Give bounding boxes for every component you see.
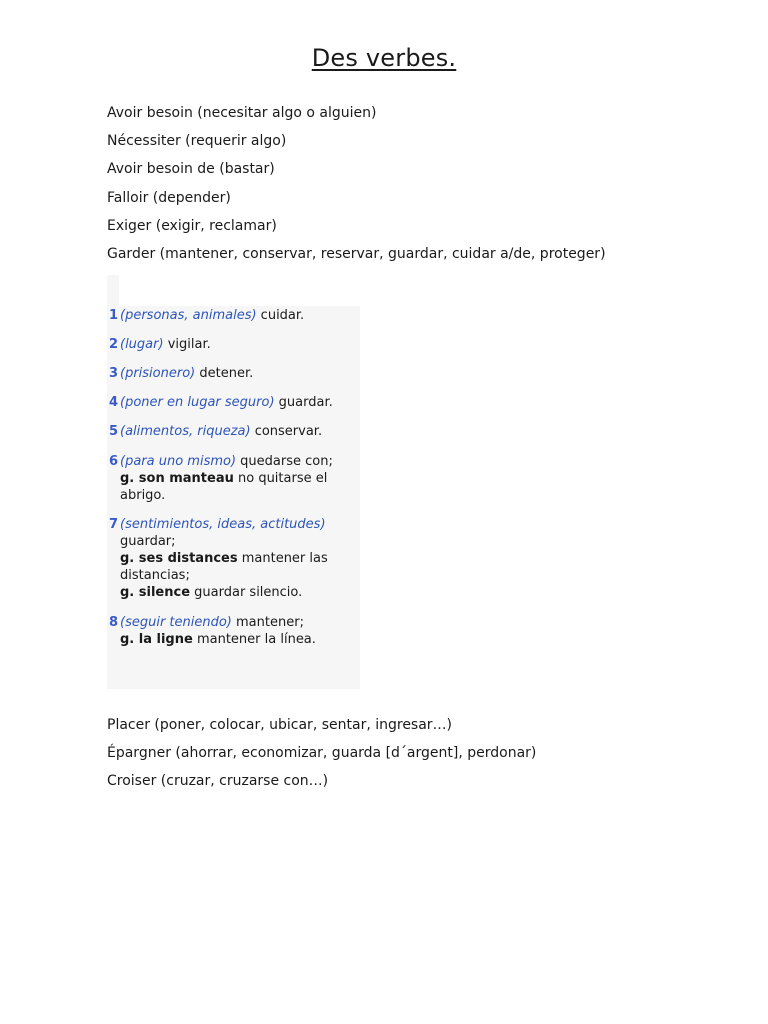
page-title: Des verbes. (311, 44, 457, 72)
verb-item: Avoir besoin (necesitar algo o alguien) (107, 105, 377, 121)
dictionary-entry (107, 516, 343, 601)
verb-item: Croiser (cruzar, cruzarse con…) (107, 773, 329, 790)
entry-phrase-line (120, 550, 343, 584)
entry-translation: guardar. (274, 395, 333, 410)
entry-number: 2 (109, 337, 119, 352)
entry-translation: quedarse con; (236, 454, 333, 469)
entry-number: 8 (109, 615, 119, 630)
entry-number: 5 (109, 424, 119, 439)
verb-item: Épargner (ahorrar, economizar, guarda [d´argent], perdonar) (107, 745, 537, 762)
entry-body (120, 365, 347, 382)
entry-number: 1 (109, 308, 119, 323)
entry-phrase-line (120, 631, 347, 648)
dictionary-entry (107, 453, 347, 504)
entry-phrase: g. son manteau (120, 471, 234, 486)
entry-number: 7 (109, 517, 119, 532)
entry-phrase-line (120, 470, 347, 504)
dictionary-box (107, 306, 360, 689)
entry-body (120, 516, 343, 601)
entry-body (120, 307, 347, 324)
entry-phrase-meaning: mantener la línea. (192, 632, 316, 647)
dictionary-entry (107, 614, 347, 648)
entry-body (120, 614, 347, 648)
dictionary-entry (107, 365, 347, 382)
entry-phrase: g. ses distances (120, 551, 238, 566)
entry-context: (para uno mismo) (120, 454, 237, 469)
entry-body (120, 453, 347, 504)
entry-phrase-meaning: mantener las distancias; (120, 551, 328, 583)
entry-translation: conservar. (250, 424, 323, 439)
verb-item: Nécessiter (requerir algo) (107, 133, 287, 150)
entry-number: 6 (109, 454, 119, 469)
dictionary-entry (107, 394, 347, 411)
entry-body (120, 423, 347, 440)
entry-translation: guardar; (120, 534, 176, 549)
entry-phrase: g. silence (120, 585, 191, 600)
entry-translation: vigilar. (163, 337, 211, 352)
verb-item: Exiger (exigir, reclamar) (107, 217, 277, 234)
decorative-box (107, 275, 119, 307)
entry-body (120, 394, 347, 411)
verb-item: Avoir besoin de (bastar) (107, 161, 275, 178)
entry-phrase-meaning: guardar silencio. (190, 585, 303, 600)
entry-number: 4 (109, 395, 119, 410)
entry-context: (prisionero) (120, 366, 196, 381)
entry-context: (sentimientos, ideas, actitudes) (120, 517, 326, 532)
entry-context: (personas, animales) (120, 308, 257, 323)
entry-phrase: g. la ligne (120, 632, 193, 647)
verb-list-bottom (107, 711, 727, 796)
entry-translation: detener. (195, 366, 254, 381)
entry-context: (lugar) (120, 337, 164, 352)
entry-translation: mantener; (231, 615, 304, 630)
entry-body (120, 336, 347, 353)
entry-number: 3 (109, 366, 119, 381)
entry-context: (alimentos, riqueza) (120, 424, 251, 439)
verb-list-top (107, 99, 727, 268)
verb-item: Garder (mantener, conservar, reservar, guardar, cuidar a/de, proteger) (107, 245, 606, 262)
dictionary-entry (107, 423, 347, 440)
verb-item: Falloir (depender) (107, 189, 231, 206)
entry-context: (seguir teniendo) (120, 615, 232, 630)
entry-phrase-meaning: no quitarse el abrigo. (120, 471, 328, 503)
dictionary-entry (107, 336, 347, 353)
verb-item: Placer (poner, colocar, ubicar, sentar, ingresar…) (107, 717, 453, 733)
entry-context: (poner en lugar seguro) (120, 395, 275, 410)
entry-phrase-line (120, 584, 343, 601)
entry-translation: cuidar. (256, 308, 305, 323)
dictionary-entry (107, 307, 347, 324)
